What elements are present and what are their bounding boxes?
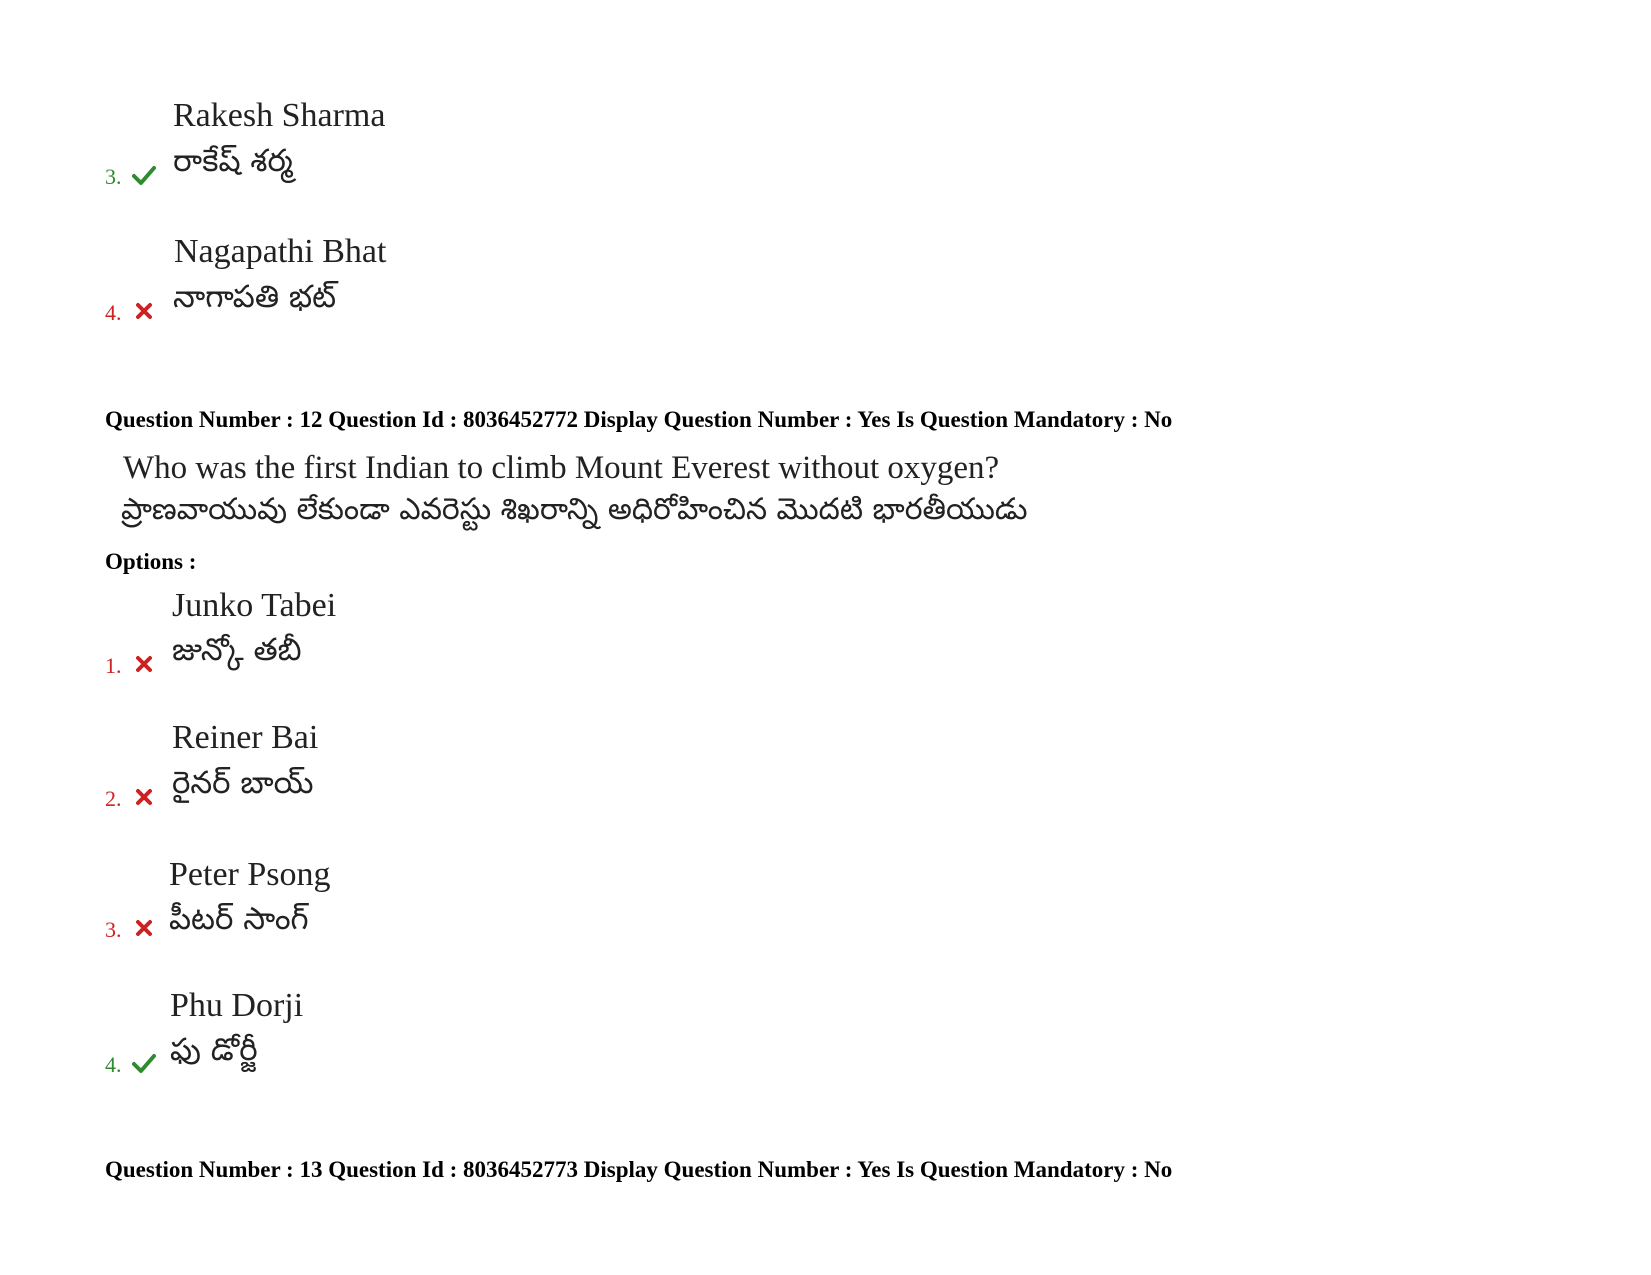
option-telugu-text: నాగాపతి భట్ xyxy=(173,279,337,315)
option-telugu-text: ఫు డోర్జీ xyxy=(170,1032,258,1068)
option-telugu-text: రాకేష్ శర్మ xyxy=(173,143,293,179)
option-number: 1. xyxy=(105,653,122,678)
option-number: 4. xyxy=(105,1052,122,1077)
option-telugu-text: పీటర్ సాంగ్ xyxy=(169,901,309,937)
check-icon xyxy=(131,162,157,188)
option-telugu-text: జున్కో తబీ xyxy=(172,632,302,668)
option-english-text: Rakesh Sharma xyxy=(173,97,386,134)
option-number: 3. xyxy=(105,164,122,189)
option-number: 4. xyxy=(105,300,122,325)
option-english-text: Nagapathi Bhat xyxy=(174,233,387,270)
question-header: Question Number : 12 Question Id : 8036452772 Display Question Number : Yes Is Question Mandatory : No xyxy=(105,407,1173,432)
question-header: Question Number : 13 Question Id : 8036452773 Display Question Number : Yes Is Question Mandatory : No xyxy=(105,1157,1173,1182)
options-label: Options : xyxy=(105,549,197,574)
option-english-text: Reiner Bai xyxy=(172,719,319,756)
option-english-text: Phu Dorji xyxy=(170,987,304,1024)
cross-icon xyxy=(131,915,157,941)
option-number: 2. xyxy=(105,786,122,811)
cross-icon xyxy=(131,298,157,324)
question-text-english: Who was the first Indian to climb Mount Everest without oxygen? xyxy=(123,450,1000,486)
option-number: 3. xyxy=(105,917,122,942)
option-telugu-text: రైనర్ బాయ్ xyxy=(172,765,314,801)
option-english-text: Junko Tabei xyxy=(172,587,337,624)
question-text-telugu: ప్రాణవాయువు లేకుండా ఎవరెస్టు శిఖరాన్ని అధిరోహించిన మొదటి భారతీయుడు xyxy=(121,492,1028,527)
check-icon xyxy=(131,1050,157,1076)
cross-icon xyxy=(131,784,157,810)
cross-icon xyxy=(131,651,157,677)
option-english-text: Peter Psong xyxy=(169,856,331,893)
